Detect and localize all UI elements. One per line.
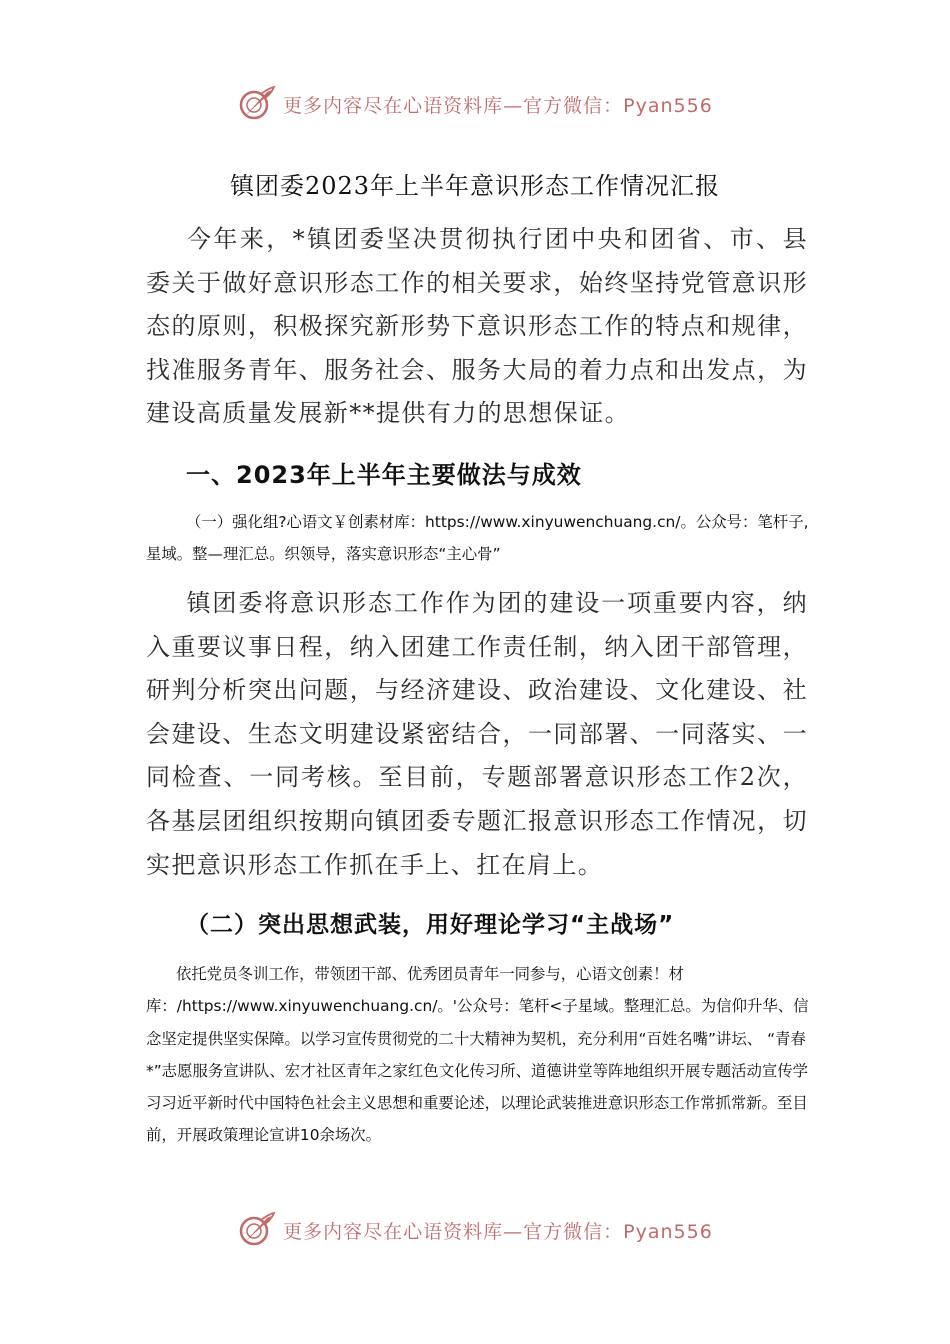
- body-paragraph-2: 依托党员冬训工作，带领团干部、优秀团员青年一同参与，心语文创素！材库：/https://www.xinyuwenchuang.cn/。'公众号：笔杆<子星域。整理汇总。为信仰升华、信念坚定提供坚实保障。以学习宣传贯彻党的二十大精神为契机，充分利用“百姓名嘴”讲坛、 “青春*”志愿服务宣讲队、宏才社区青年之家红色文化传习所、道德讲堂等阵地组织开展专题活动宣传学习习近平新时代中国特色社会主义思想和重要论述，以理论武装推进意识形态工作常抓常新。至目前，开展政策理论宣讲10余场次。: [146, 965, 809, 1145]
- quill-logo-icon: [237, 84, 277, 124]
- watermark-text: 更多内容尽在心语资料库—官方微信：Pyan556: [283, 94, 713, 117]
- quill-logo-icon: [237, 1210, 277, 1250]
- watermark-banner-bottom: [0, 1208, 950, 1252]
- watermark-banner-top: [0, 82, 950, 126]
- subheading-2: （二）突出思想武装，用好理论学习“主战场”: [186, 912, 675, 938]
- section-heading: 一、2023年上半年主要做法与成效: [186, 461, 582, 489]
- document-title: 镇团委2023年上半年意识形态工作情况汇报: [229, 172, 721, 200]
- intro-paragraph: 今年来，*镇团委坚决贯彻执行团中央和团省、市、县委关于做好意识形态工作的相关要求，始终坚持党管意识形态的原则，积极探究新形势下意识形态工作的特点和规律，找准服务青年、服务社会、服务大局的着力点和出发点，为建设高质量发展新**提供有力的思想保证。: [146, 225, 808, 428]
- watermark-text: 更多内容尽在心语资料库—官方微信：Pyan556: [283, 1220, 713, 1243]
- body-paragraph-1: 镇团委将意识形态工作作为团的建设一项重要内容，纳入重要议事日程，纳入团建工作责任制，纳入团干部管理，研判分析突出问题，与经济建设、政治建设、文化建设、社会建设、生态文明建设紧密结合，一同部署、一同落实、一同检查、一同考核。至目前，专题部署意识形态工作2次，各基层团组织按期向镇团委专题汇报意识形态工作情况，切实把意识形态工作抓在手上、扛在肩上。: [146, 589, 808, 879]
- subheading-1: （一）强化组?心语文￥创素材库：https://www.xinyuwenchuang.cn/。公众号：笔杆子,星域。整—理汇总。织领导，落实意识形态“主心骨”: [146, 513, 809, 564]
